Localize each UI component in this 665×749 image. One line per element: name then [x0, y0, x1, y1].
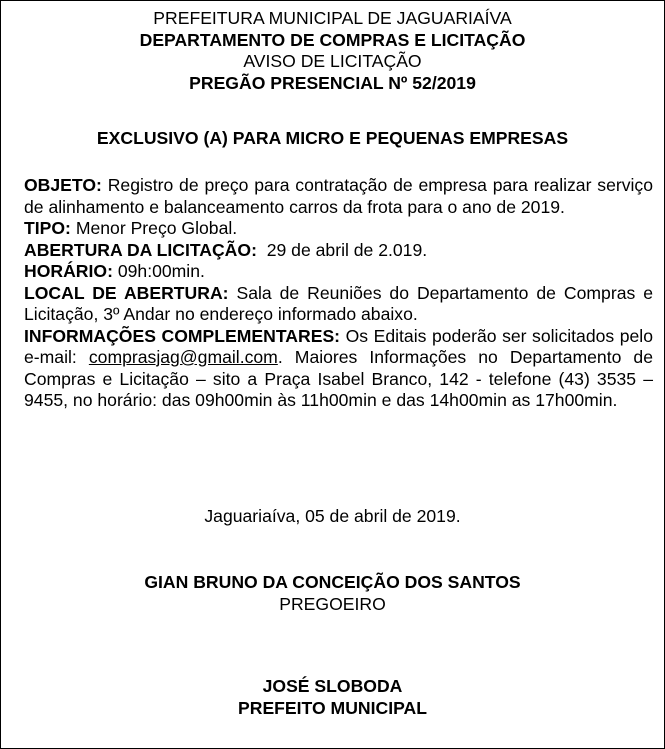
local-paragraph: [24, 283, 653, 326]
horario-text: 09h:00min.: [117, 261, 205, 281]
signature-block-pregoeiro: [1, 572, 664, 615]
notice-header: [1, 8, 664, 94]
email-link[interactable]: comprasjag@gmail.com: [88, 347, 278, 367]
horario-label: HORÁRIO:: [24, 261, 113, 281]
informacoes-paragraph: [24, 326, 653, 412]
objeto-text: Registro de preço para contratação de empresa para realizar serviço de alinhamento e balanceamento carros da frota para o ano de 2019.: [24, 175, 653, 217]
informacoes-label: INFORMAÇÕES COMPLEMENTARES:: [24, 325, 341, 346]
auction-number: PREGÃO PRESENCIAL Nº 52/2019: [189, 72, 476, 93]
notice-type: AVISO DE LICITAÇÃO: [243, 51, 422, 71]
objeto-label: OBJETO:: [24, 175, 102, 195]
exclusive-notice: EXCLUSIVO (A) PARA MICRO E PEQUENAS EMPRESAS: [96, 128, 569, 148]
tipo-label: TIPO:: [24, 218, 71, 238]
local-text: Sala de Reuniões do Departamento de Compras e Licitação, 3º Andar no endereço informado abaixo.: [24, 282, 653, 324]
prefeito-title: PREFEITO MUNICIPAL: [238, 697, 427, 718]
notice-body: [24, 175, 653, 412]
department-name: DEPARTAMENTO DE COMPRAS E LICITAÇÃO: [139, 29, 526, 50]
informacoes-text-after: . Maiores Informações no Departamento de Compras e Licitação – sito a Praça Isabel Branco, 142 - telefone (43) 3535 – 9455, no horário: das 09h00min às 11h00min e das 14h00min as 17h00min.: [24, 347, 654, 410]
signature-block-prefeito: [1, 676, 664, 719]
objeto-paragraph: [24, 175, 653, 218]
tipo-paragraph: [24, 218, 653, 240]
prefeito-name: JOSÉ SLOBODA: [262, 676, 403, 696]
abertura-text: 29 de abril de 2.019.: [266, 239, 428, 260]
abertura-paragraph: [24, 240, 653, 262]
municipality-name: PREFEITURA MUNICIPAL DE JAGUARIAÍVA: [153, 8, 512, 28]
pregoeiro-title: PREGOEIRO: [279, 593, 386, 614]
informacoes-text-before: Os Editais poderão ser solicitados pelo e-mail:: [24, 325, 653, 367]
tipo-text: Menor Preço Global.: [75, 218, 238, 238]
notice-date: Jaguariaíva, 05 de abril de 2019.: [204, 506, 461, 526]
abertura-label: ABERTURA DA LICITAÇÃO:: [24, 239, 257, 260]
pregoeiro-name: GIAN BRUNO DA CONCEIÇÃO DOS SANTOS: [144, 572, 521, 592]
local-label: LOCAL DE ABERTURA:: [24, 282, 229, 303]
horario-paragraph: [24, 261, 653, 283]
